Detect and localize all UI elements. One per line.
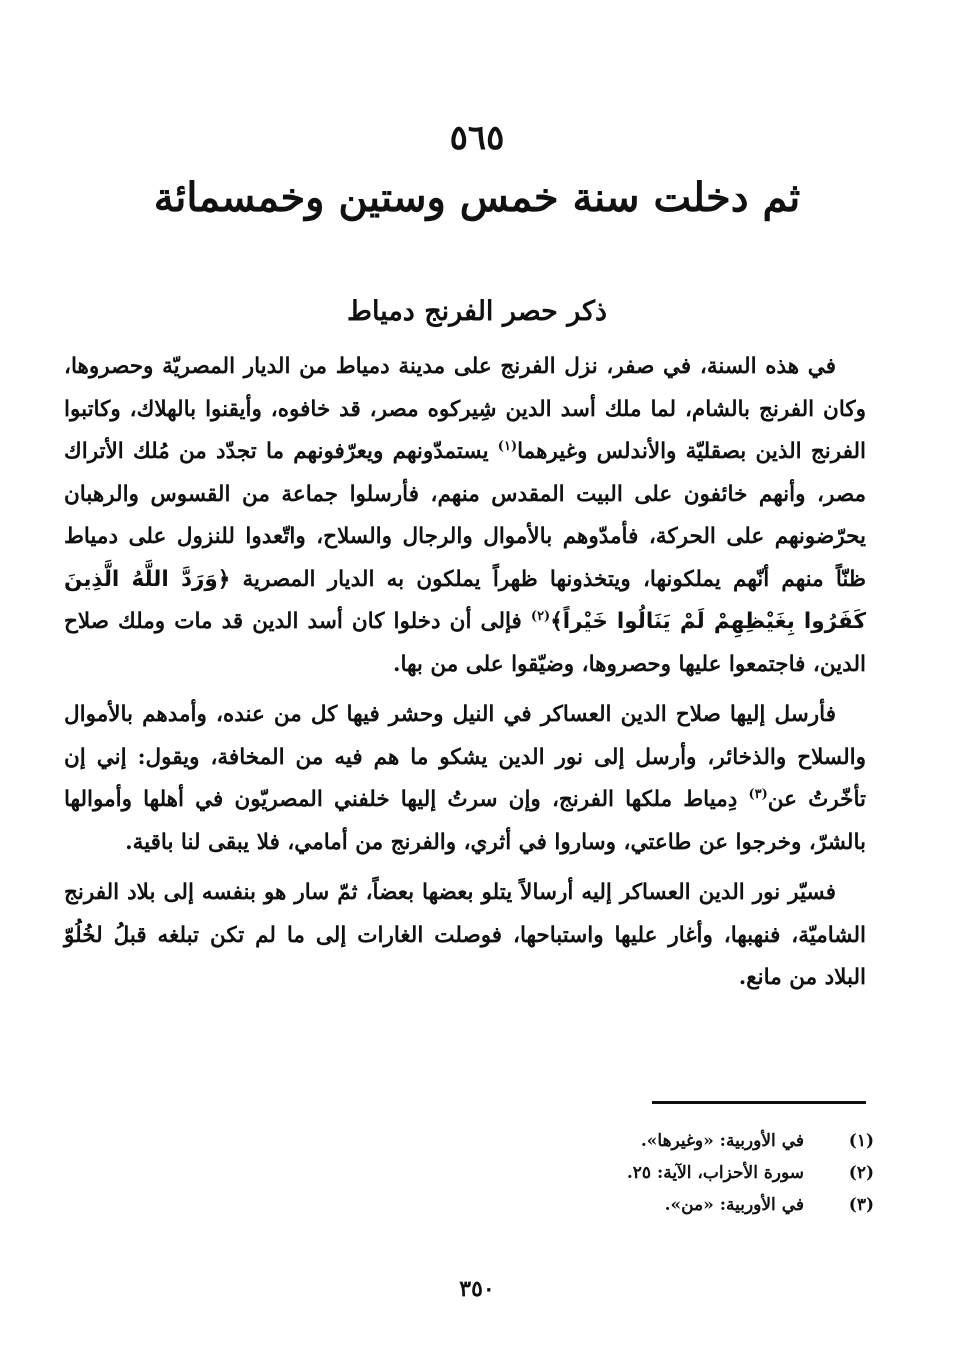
chapter-title: ثم دخلت سنة خمس وستين وخمسمائة [153, 174, 801, 221]
footnotes [200, 1125, 874, 1221]
paragraph-3-text: فسيّر نور الدين العساكر إليه أرسالاً يتلو بعضها بعضاً، ثمّ سار هو بنفسه إلى بلاد الفرنج الشاميّة، فنهبها، وأغار عليها واستباحها، فوصلت الغارات إلى ما لم تكن تبلغه قبلُ لخُلُوّ البلاد من مانع. [64, 880, 866, 990]
paragraph-3 [64, 872, 866, 1000]
footnote-text: في الأوربية: «من». [664, 1195, 804, 1215]
footnote-ref-1: (١) [497, 438, 518, 454]
year-heading: ٥٦٥ [449, 118, 505, 158]
paragraph-1-text-c: فإلى أن دخلوا كان أسد الدين قد مات وملك صلاح الدين، فاجتمعوا عليها وحصروها، وضيّقوا على من بها. [64, 609, 866, 677]
footnote-number: (٣) [848, 1195, 874, 1215]
body-text [64, 346, 866, 1008]
footnote-item [200, 1157, 874, 1189]
paragraph-1-text-b: يستمدّونهم ويعرّفونهم ما تجدّد من مُلك الأتراك مصر، وأنهم خائفون على البيت المقدس منهم، فأرسلوا جماعة من القسوس والرهبان يحرّضونهم على الحركة، فأمدّوهم بالأموال والرجال والسلاح، واتّعدوا للنزول على دمياط ظنّاً منهم أنّهم يملكونها، ويتخذونها ظهراً يملكون به الديار المصرية [64, 439, 866, 592]
paragraph-2 [64, 694, 866, 864]
quran-verse: ﴿وَرَدَّ اللَّهُ الَّذِينَ كَفَرُوا بِغَيْظِهِمْ لَمْ يَنَالُوا خَيْراً﴾ [64, 566, 866, 634]
footnote-item [200, 1189, 874, 1221]
footnote-divider [652, 1101, 866, 1104]
paragraph-2-text-b: دِمياط ملكها الفرنج، وإن سرتُ إليها خلفني المصريّون في أهلها وأموالها بالشرّ، وخرجوا عن طاعتي، وساروا في أثري، والفرنج من أمامي، فلا يبقى لنا باقية. [64, 787, 866, 855]
footnote-text: سورة الأحزاب، الآية: ٢٥. [626, 1163, 804, 1183]
paragraph-2-text-a: فأرسل إليها صلاح الدين العساكر في النيل وحشر فيها كل من عنده، وأمدهم بالأموال والسلاح والذخائر، وأرسل إلى نور الدين يشكو ما هم فيه من المخافة، ويقول: إني إن تأخّرتُ عن [64, 702, 867, 812]
section-heading: ذكر حصر الفرنج دمياط [346, 296, 608, 327]
footnote-item [200, 1125, 874, 1157]
footnote-text: في الأوربية: «وغيرها». [640, 1131, 804, 1151]
footnote-number: (١) [848, 1131, 874, 1151]
page-number: ٣٥٠ [459, 1276, 495, 1302]
paragraph-1 [64, 346, 866, 686]
footnote-ref-3: (٣) [748, 786, 768, 802]
footnote-number: (٢) [848, 1163, 874, 1183]
footnote-ref-2: (٢) [530, 608, 551, 624]
paragraph-1-text-a: في هذه السنة، في صفر، نزل الفرنج على مدينة دمياط من الديار المصريّة وحصروها، وكان الفرنج بالشام، لما ملك أسد الدين شِيركوه مصر، قد خافوه، وأيقنوا بالهلاك، وكاتبوا الفرنج الذين بصقليّة والأندلس وغيرهما [64, 354, 866, 464]
